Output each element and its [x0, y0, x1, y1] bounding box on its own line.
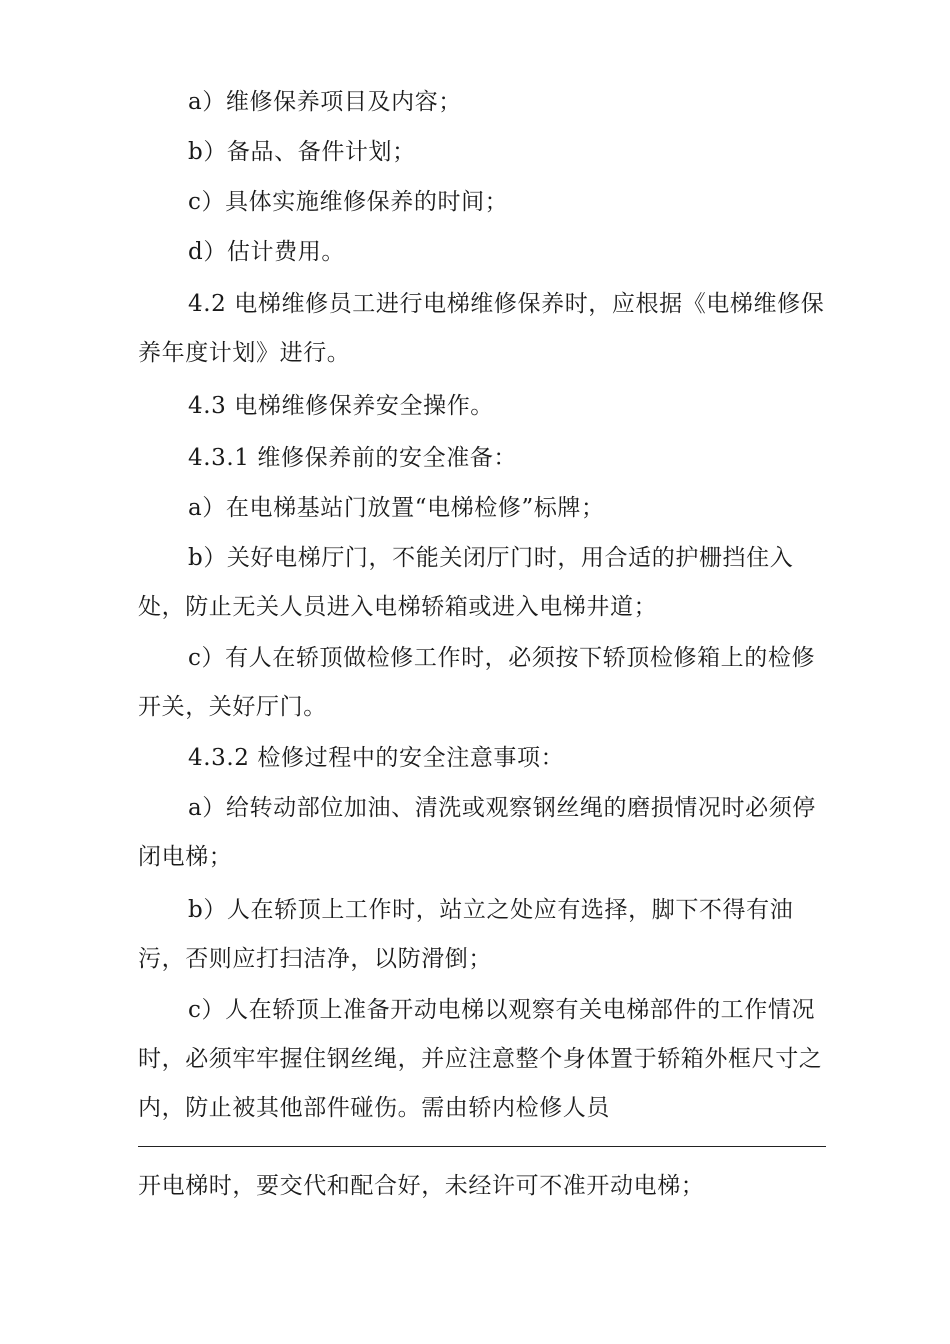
precaution-item-a-oiling: a）给转动部位加油、清洗或观察钢丝绳的磨损情况时必须停闭电梯； — [138, 795, 816, 870]
section-4-3-1-heading: 4.3.1 维修保养前的安全准备： — [188, 445, 518, 471]
page-divider-line — [138, 1146, 826, 1147]
item-b-spare-parts-plan: b）备品、备件计划； — [188, 139, 416, 165]
safety-item-a-sign: a）在电梯基站门放置“电梯检修”标牌； — [188, 495, 605, 521]
precaution-item-b-standing: b）人在轿顶上工作时，站立之处应有选择，脚下不得有油污，否则应打扫洁净，以防滑倒； — [138, 897, 794, 972]
section-4-3-2-heading: 4.3.2 检修过程中的安全注意事项： — [188, 745, 565, 771]
precaution-item-c-operating: c）人在轿顶上准备开动电梯以观察有关电梯部件的工作情况时，必须牢牢握住钢丝绳，并应注意整个身体置于轿箱外框尺寸之内，防止被其他部件碰伤。需由轿内检修人员 — [138, 997, 823, 1121]
safety-item-b-hall-door: b）关好电梯厅门，不能关闭厅门时，用合适的护栅挡住入处，防止无关人员进入电梯轿箱或进入电梯井道； — [138, 545, 794, 620]
section-4-2-paragraph: 4.2 电梯维修员工进行电梯维修保养时，应根据《电梯维修保养年度计划》进行。 — [138, 291, 825, 366]
section-4-3-heading: 4.3 电梯维修保养安全操作。 — [188, 393, 494, 419]
item-c-maintenance-time: c）具体实施维修保养的时间； — [188, 189, 509, 215]
safety-item-c-car-top: c）有人在轿顶做检修工作时，必须按下轿顶检修箱上的检修开关，关好厅门。 — [138, 645, 816, 720]
item-d-estimated-cost: d）估计费用。 — [188, 239, 345, 265]
continuation-paragraph: 开电梯时，要交代和配合好，未经许可不准开动电梯； — [138, 1173, 705, 1199]
item-a-maintenance-content: a）维修保养项目及内容； — [188, 89, 462, 115]
